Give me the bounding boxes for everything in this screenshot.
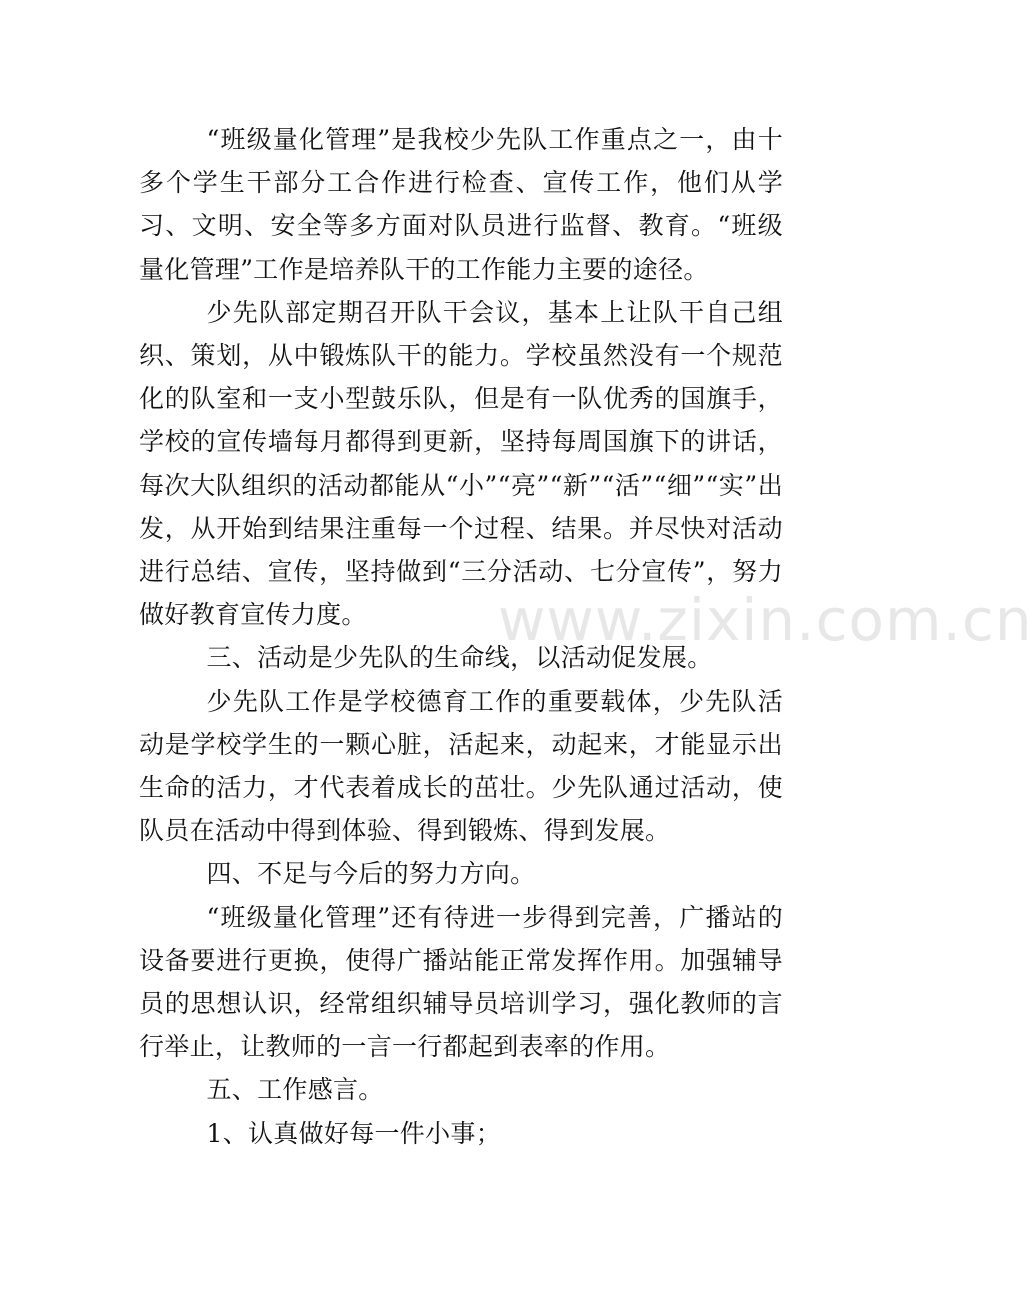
watermark-text: www.zixin.com.cn — [498, 586, 1033, 654]
list-item-first: 1、认真做好每一件小事； — [206, 1118, 502, 1148]
paragraph-pioneer-meetings: 少先队部定期召开队干会议，基本上让队干自己组织、策划，从中锻炼队干的能力。学校虽然没有一个规范化的队室和一支小型鼓乐队，但是有一队优秀的国旗手，学校的宣传墙每月都得到更新，坚持每周国旗下的讲话，每次大队组织的活动都能从“小”“亮”“新”“活”“细”“实”出发，从开始到结果注重每一个过程、结果。并尽快对活动进行总结、宣传，坚持做到“三分活动、七分宣传”，努力做好教育宣传力度。 — [139, 297, 783, 630]
document-body — [139, 118, 783, 1155]
heading-section-three: 三、活动是少先队的生命线，以活动促发展。 — [206, 643, 713, 673]
paragraph-class-quantified-management: “班级量化管理”是我校少先队工作重点之一，由十多个学生干部分工合作进行检查、宣传工作，他们从学习、文明、安全等多方面对队员进行监督、教育。“班级量化管理”工作是培养队干的工作能力主要的途径。 — [139, 125, 783, 284]
heading-section-four: 四、不足与今后的努力方向。 — [206, 859, 536, 889]
heading-section-five: 五、工作感言。 — [206, 1075, 384, 1105]
paragraph-pioneer-activities: 少先队工作是学校德育工作的重要载体，少先队活动是学校学生的一颗心脏，活起来，动起来，才能显示出生命的活力，才代表着成长的茁壮。少先队通过活动，使队员在活动中得到体验、得到锻炼、得到发展。 — [139, 686, 783, 846]
paragraph-improvements: “班级量化管理”还有待进一步得到完善，广播站的设备要进行更换，使得广播站能正常发挥作用。加强辅导员的思想认识，经常组织辅导员培训学习，强化教师的言行举止，让教师的一言一行都起到表率的作用。 — [139, 902, 783, 1062]
